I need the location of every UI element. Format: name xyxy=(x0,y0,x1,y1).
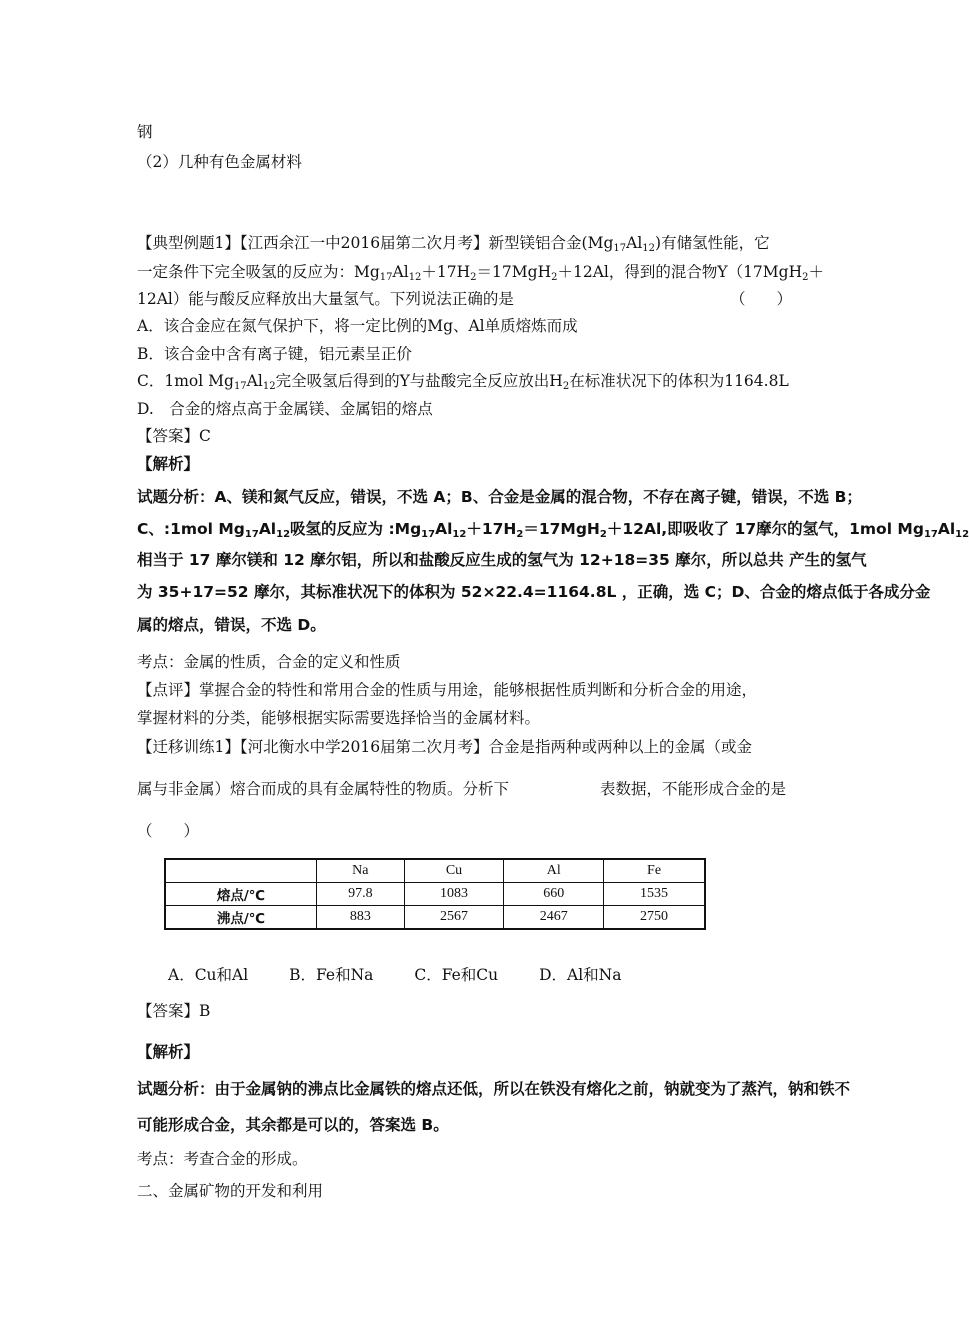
table-cell: 2567 xyxy=(404,906,504,930)
answer-blank: （ ） xyxy=(730,290,793,308)
dianping: 【点评】掌握合金的特性和常用合金的性质与用途，能够根据性质判断和分析合金的用途， xyxy=(137,681,758,699)
option-c: C．Fe和Cu xyxy=(414,966,499,984)
answer-label: 【答案】B xyxy=(137,1002,211,1020)
example-text: 12Al）能与酸反应释放出大量氢气。下列说法正确的是 xyxy=(137,290,514,308)
analysis-text: 相当于 17 摩尔镁和 12 摩尔铝，所以和盐酸反应生成的氢气为 12+18=35 摩尔，所以总共 产生的氢气 xyxy=(137,551,867,569)
analysis-title: 【解析】 xyxy=(137,455,200,473)
example-text: 一定条件下完全吸氢的反应为：$Mg_{17}Al_{12}+17H_2=17MgH_2+12Al$，得到的混合物Y（17MgH$_2$＋ xyxy=(137,263,824,283)
table-row-header: 沸点/℃ xyxy=(165,906,317,930)
table-cell: 660 xyxy=(504,883,604,906)
analysis-text: C、:1mol $Mg_{17}Al_{12}$吸氢的反应为 $:Mg_{17}Al_{12}+17H_2=17MgH_2+12Al$,即吸收了 17摩尔的氢气，1mol $Mg_{17}Al_{12}$ xyxy=(137,520,969,540)
analysis-text: 试题分析：由于金属钠的沸点比金属铁的熔点还低，所以在铁没有熔化之前，钠就变为了蒸汽，钠和铁不 xyxy=(137,1080,851,1098)
table-cell: Na xyxy=(317,859,405,883)
option-a: A．该合金应在氮气保护下，将一定比例的Mg、Al单质熔炼而成 xyxy=(137,317,578,335)
training-text: 表数据，不能形成合金的是 xyxy=(600,780,787,798)
table-row-header: 熔点/℃ xyxy=(165,883,317,906)
answer-blank: （ ） xyxy=(137,822,200,840)
option-c: C．1mol $Mg_{17}Al_{12}$完全吸氢后得到的Y与盐酸完全反应放出$H_2$在标准状况下的体积为1164.8L xyxy=(137,372,789,392)
data-table xyxy=(164,858,706,930)
analysis-title: 【解析】 xyxy=(137,1043,200,1061)
table-cell: 2467 xyxy=(504,906,604,930)
dianping: 掌握材料的分类，能够根据实际需要选择恰当的金属材料。 xyxy=(137,709,541,727)
table-cell: 1083 xyxy=(404,883,504,906)
example-heading: 【典型例题1】【江西余江一中2016届第二次月考】新型镁铝合金$(Mg_{17}Al_{12})$有储氢性能，它 xyxy=(137,234,770,254)
section-heading: 二、金属矿物的开发和利用 xyxy=(137,1182,324,1200)
analysis-text: 为 35+17=52 摩尔，其标准状况下的体积为 52×22.4=1164.8L ，正确，选 C；D、合金的熔点低于各成分金 xyxy=(137,583,931,601)
options-row xyxy=(168,965,657,985)
training-text: 属与非金属）熔合而成的具有金属特性的物质。分析下 xyxy=(137,780,510,798)
option-b: B．Fe和Na xyxy=(289,966,374,984)
table-cell: 2750 xyxy=(604,906,705,930)
option-b: B．该合金中含有离子键，铝元素呈正价 xyxy=(137,345,412,363)
kaodian: 考点：考查合金的形成。 xyxy=(137,1150,308,1168)
option-a: A．Cu和Al xyxy=(168,966,249,984)
table-cell: Fe xyxy=(604,859,705,883)
table-row xyxy=(165,906,705,930)
analysis-text: 属的熔点，错误，不选 D。 xyxy=(137,616,326,634)
option-d: D．Al和Na xyxy=(539,966,622,984)
table-cell: 97.8 xyxy=(317,883,405,906)
text-line: 钢 xyxy=(137,123,153,141)
table-cell: Cu xyxy=(404,859,504,883)
analysis-text: 可能形成合金，其余都是可以的，答案选 B。 xyxy=(137,1116,449,1134)
table-cell xyxy=(165,859,317,883)
training-heading: 【迁移训练1】【河北衡水中学2016届第二次月考】合金是指两种或两种以上的金属（或金 xyxy=(137,738,753,756)
table-cell: Al xyxy=(504,859,604,883)
table-cell: 883 xyxy=(317,906,405,930)
table-row xyxy=(165,883,705,906)
table-cell: 1535 xyxy=(604,883,705,906)
option-d: D. 合金的熔点高于金属镁、金属铝的熔点 xyxy=(137,400,433,418)
table-header-row xyxy=(165,859,705,883)
analysis-text: 试题分析：A、镁和氮气反应，错误，不选 A；B、合金是金属的混合物，不存在离子键，错误，不选 B； xyxy=(137,488,862,506)
kaodian: 考点：金属的性质，合金的定义和性质 xyxy=(137,653,401,671)
answer-label: 【答案】C xyxy=(137,427,211,445)
subsection-heading: （2）几种有色金属材料 xyxy=(137,153,302,171)
